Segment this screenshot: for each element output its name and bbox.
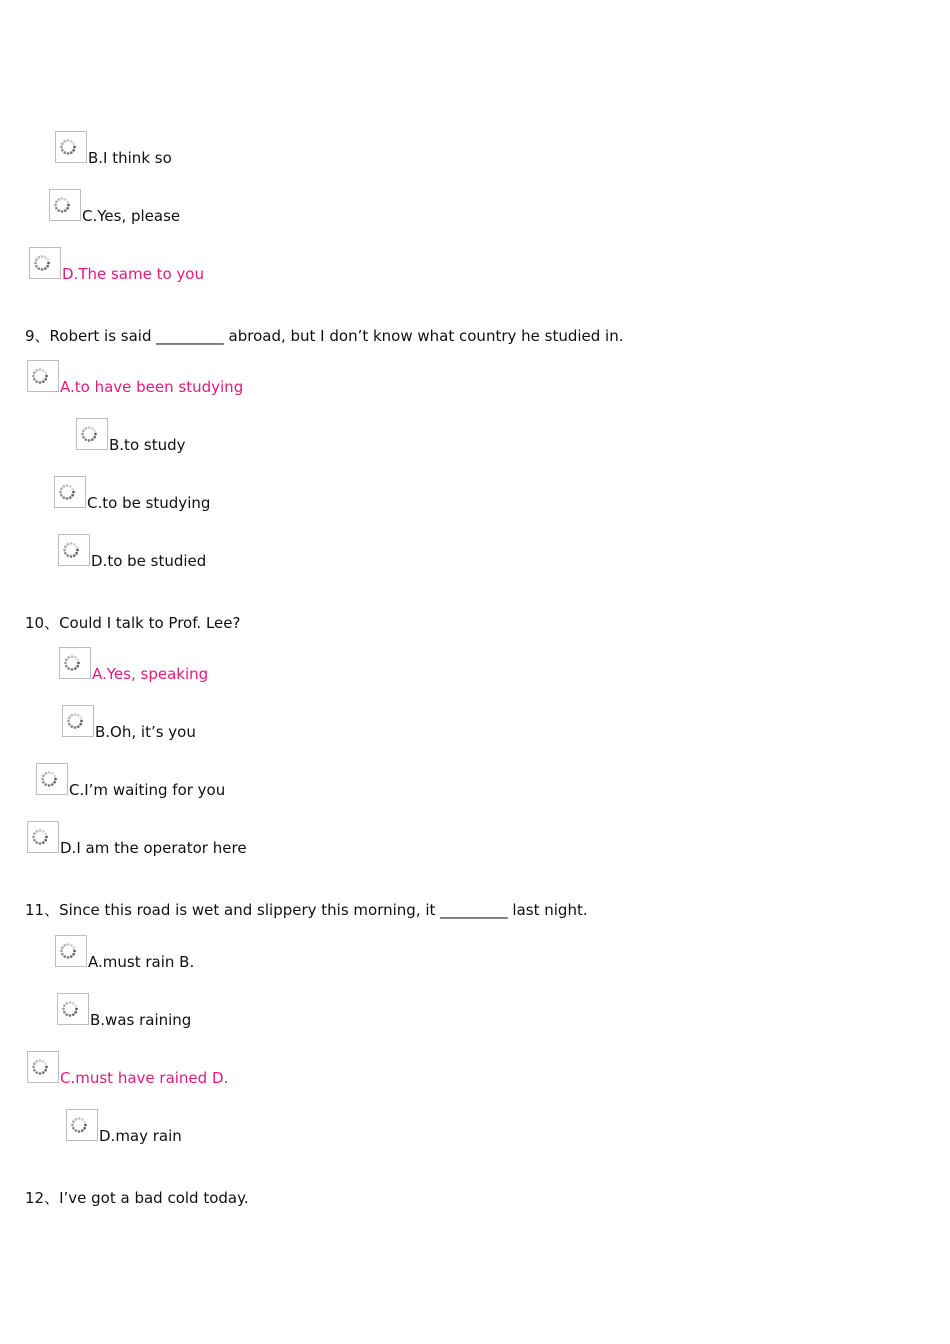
option-label: B.to study [109,436,186,454]
loading-spinner-icon[interactable] [58,534,90,566]
question-11-text: 11、Since this road is wet and slippery this morning, it _________ last night. [25,901,588,919]
option-label: D.The same to you [62,265,204,283]
option-label: C.Yes, please [82,207,181,225]
option-label: A.must rain B. [88,953,195,971]
option-label: B.was raining [90,1011,192,1029]
loading-spinner-icon[interactable] [27,821,59,853]
loading-spinner-icon[interactable] [62,705,94,737]
loading-spinner-icon[interactable] [49,189,81,221]
option-label: C.I’m waiting for you [69,781,226,799]
option-label: D.may rain [99,1127,182,1145]
question-9-text: 9、Robert is said _________ abroad, but I don’t know what country he studied in. [25,327,624,345]
option-label: D.to be studied [91,552,207,570]
option-label: A.to have been studying [60,378,244,396]
loading-spinner-icon[interactable] [54,476,86,508]
loading-spinner-icon[interactable] [27,1051,59,1083]
loading-spinner-icon[interactable] [66,1109,98,1141]
option-label: A.Yes, speaking [92,665,209,683]
loading-spinner-icon[interactable] [29,247,61,279]
loading-spinner-icon[interactable] [57,993,89,1025]
loading-spinner-icon[interactable] [59,647,91,679]
option-label: C.must have rained D. [60,1069,229,1087]
loading-spinner-icon[interactable] [55,935,87,967]
loading-spinner-icon[interactable] [36,763,68,795]
option-label: D.I am the operator here [60,839,247,857]
loading-spinner-icon[interactable] [55,131,87,163]
option-label: C.to be studying [87,494,211,512]
question-12-text: 12、I’ve got a bad cold today. [25,1189,249,1207]
option-label: B.I think so [88,149,172,167]
question-10-text: 10、Could I talk to Prof. Lee? [25,614,241,632]
option-label: B.Oh, it’s you [95,723,196,741]
loading-spinner-icon[interactable] [76,418,108,450]
loading-spinner-icon[interactable] [27,360,59,392]
